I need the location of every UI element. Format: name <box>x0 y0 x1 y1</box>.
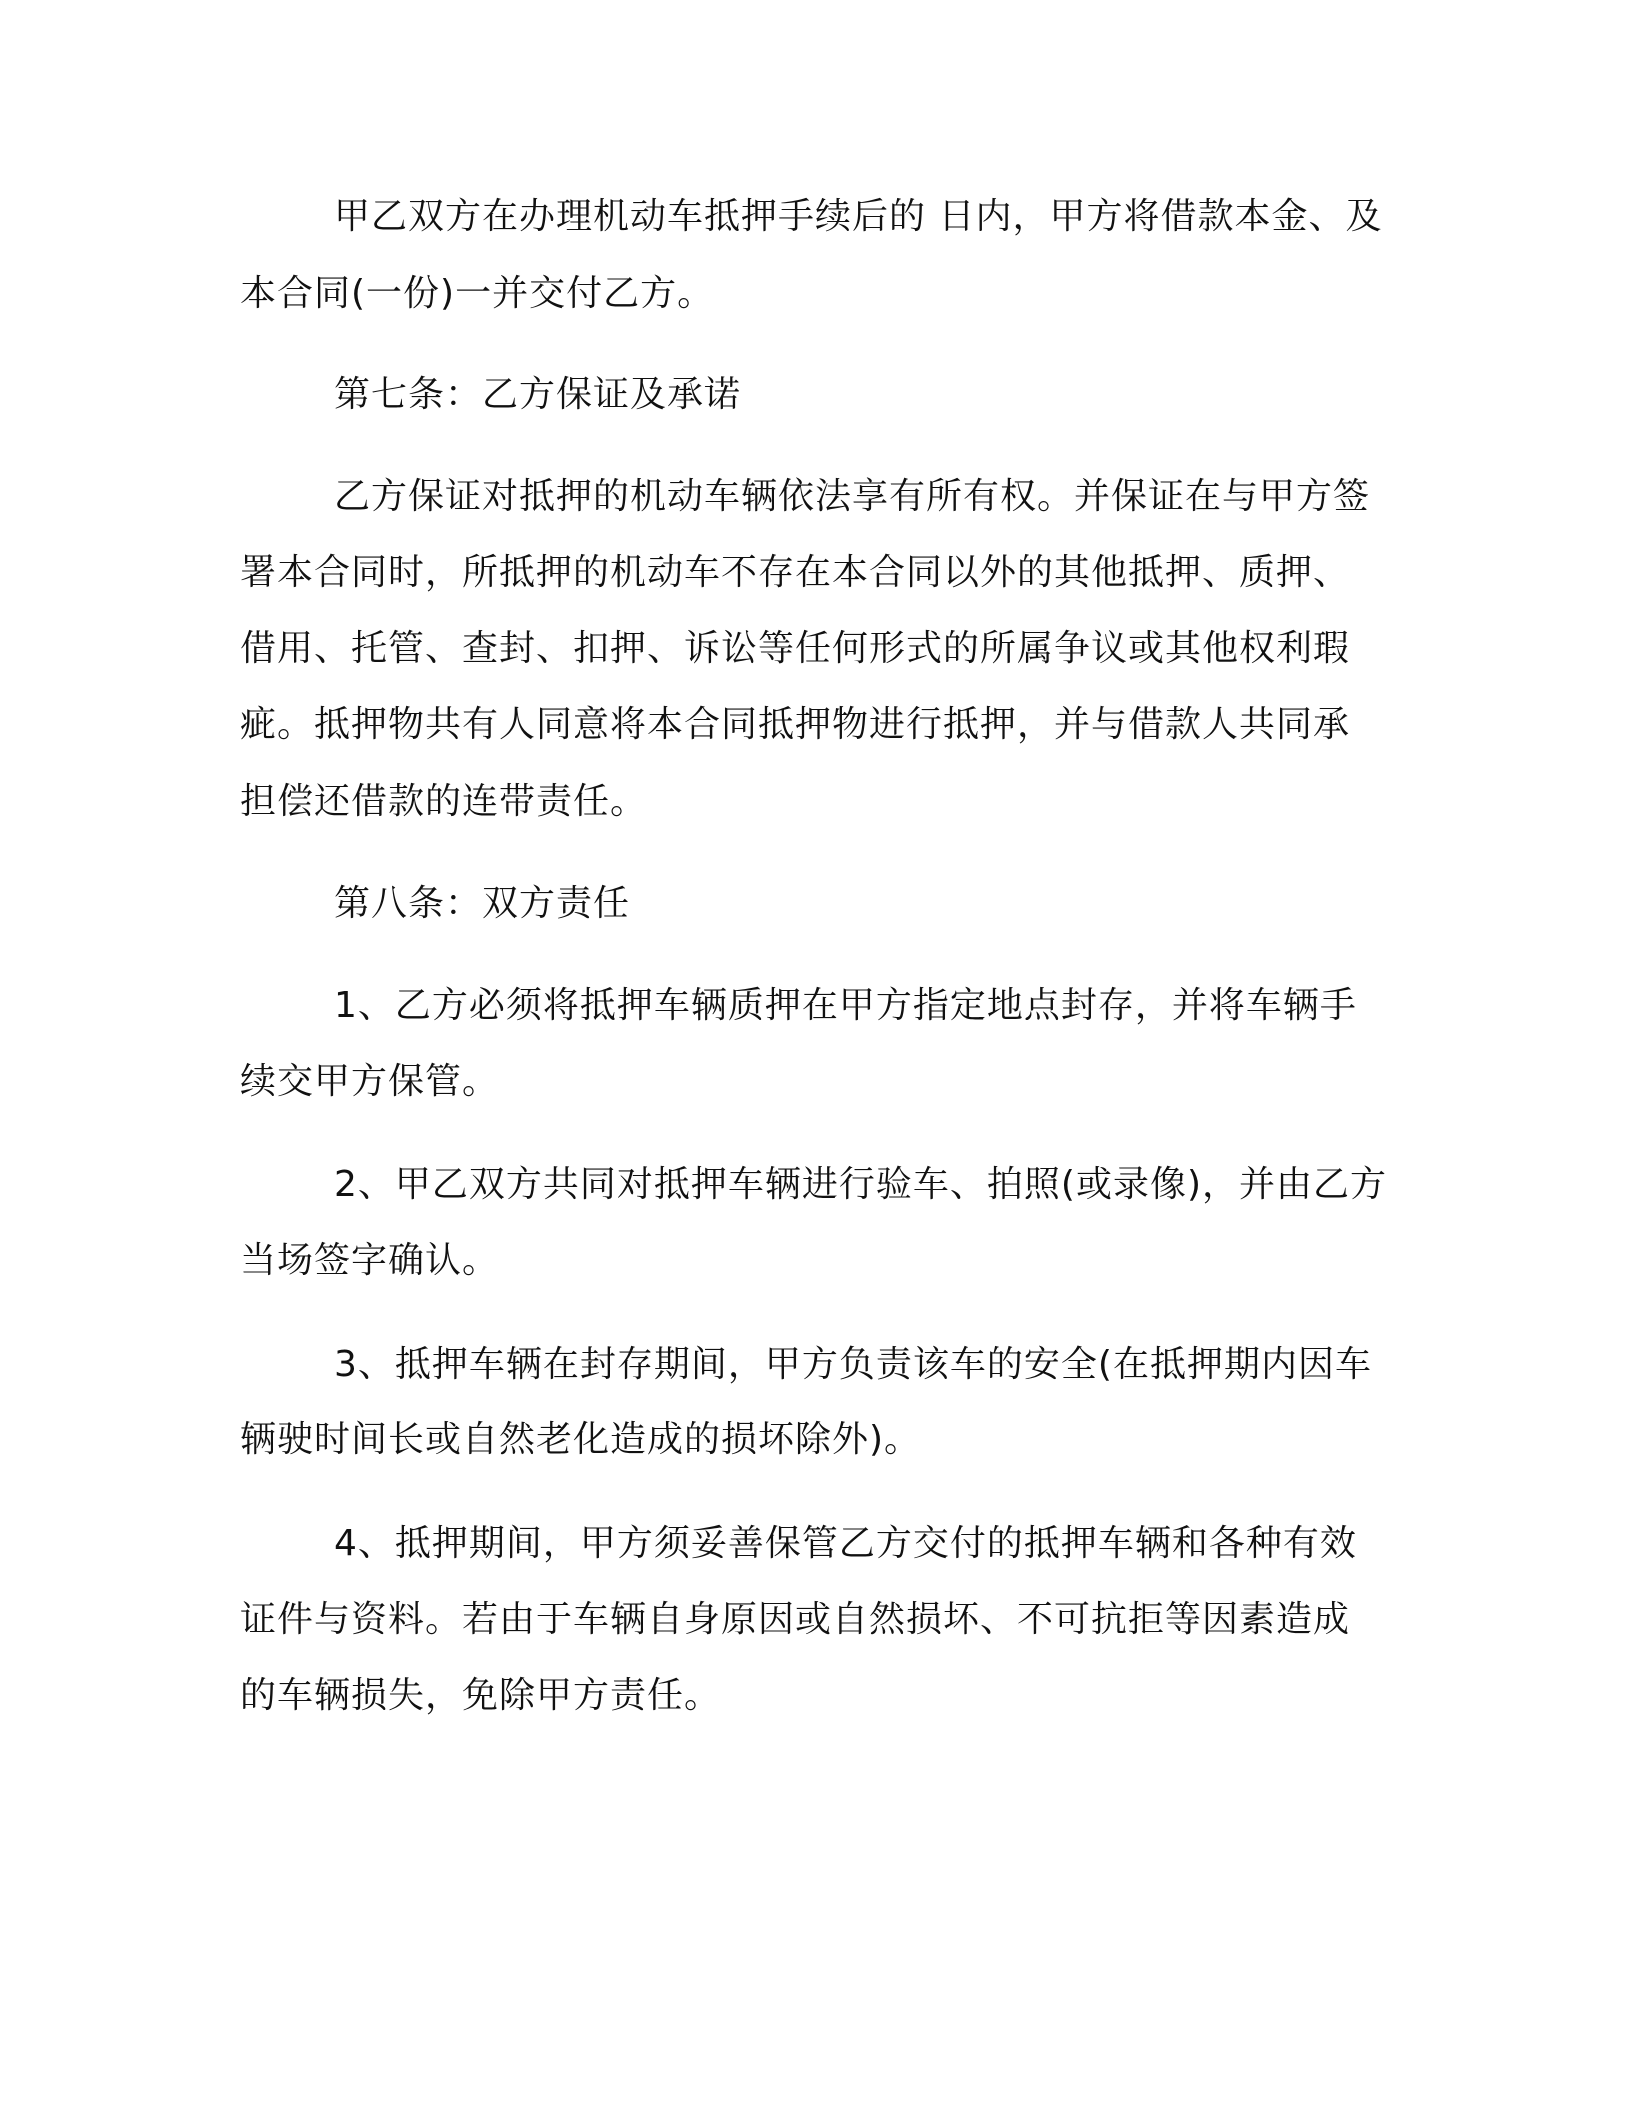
paragraph-line: 担偿还借款的连带责任。 <box>240 781 648 822</box>
article-heading: 第八条：双方责任 <box>334 883 631 924</box>
paragraph-line: 署本合同时，所抵押的机动车不存在本合同以外的其他抵押、质押、 <box>240 552 1351 593</box>
paragraph-line: 甲乙双方在办理机动车抵押手续后的 日内，甲方将借款本金、及 <box>334 196 1383 237</box>
list-item-line: 辆驶时间长或自然老化造成的损坏除外)。 <box>240 1419 922 1460</box>
article-heading: 第七条：乙方保证及承诺 <box>334 374 742 415</box>
paragraph-line: 借用、托管、查封、扣押、诉讼等任何形式的所属争议或其他权利瑕 <box>240 628 1351 669</box>
list-item-line: 3、抵押车辆在封存期间，甲方负责该车的安全(在抵押期内因车 <box>334 1344 1372 1385</box>
list-item-line: 续交甲方保管。 <box>240 1061 500 1102</box>
list-item-line: 的车辆损失，免除甲方责任。 <box>240 1675 722 1716</box>
list-item-line: 证件与资料。若由于车辆自身原因或自然损坏、不可抗拒等因素造成 <box>240 1599 1351 1640</box>
paragraph-line: 乙方保证对抵押的机动车辆依法享有所有权。并保证在与甲方签 <box>334 476 1371 517</box>
list-item-line: 4、抵押期间，甲方须妥善保管乙方交付的抵押车辆和各种有效 <box>334 1523 1357 1564</box>
paragraph-line: 疵。抵押物共有人同意将本合同抵押物进行抵押，并与借款人共同承 <box>240 704 1351 745</box>
list-item-line: 当场签字确认。 <box>240 1240 500 1281</box>
list-item-line: 2、甲乙双方共同对抵押车辆进行验车、拍照(或录像)，并由乙方 <box>334 1164 1387 1205</box>
list-item-line: 1、乙方必须将抵押车辆质押在甲方指定地点封存，并将车辆手 <box>334 985 1357 1026</box>
paragraph-line: 本合同(一份)一并交付乙方。 <box>240 273 715 314</box>
